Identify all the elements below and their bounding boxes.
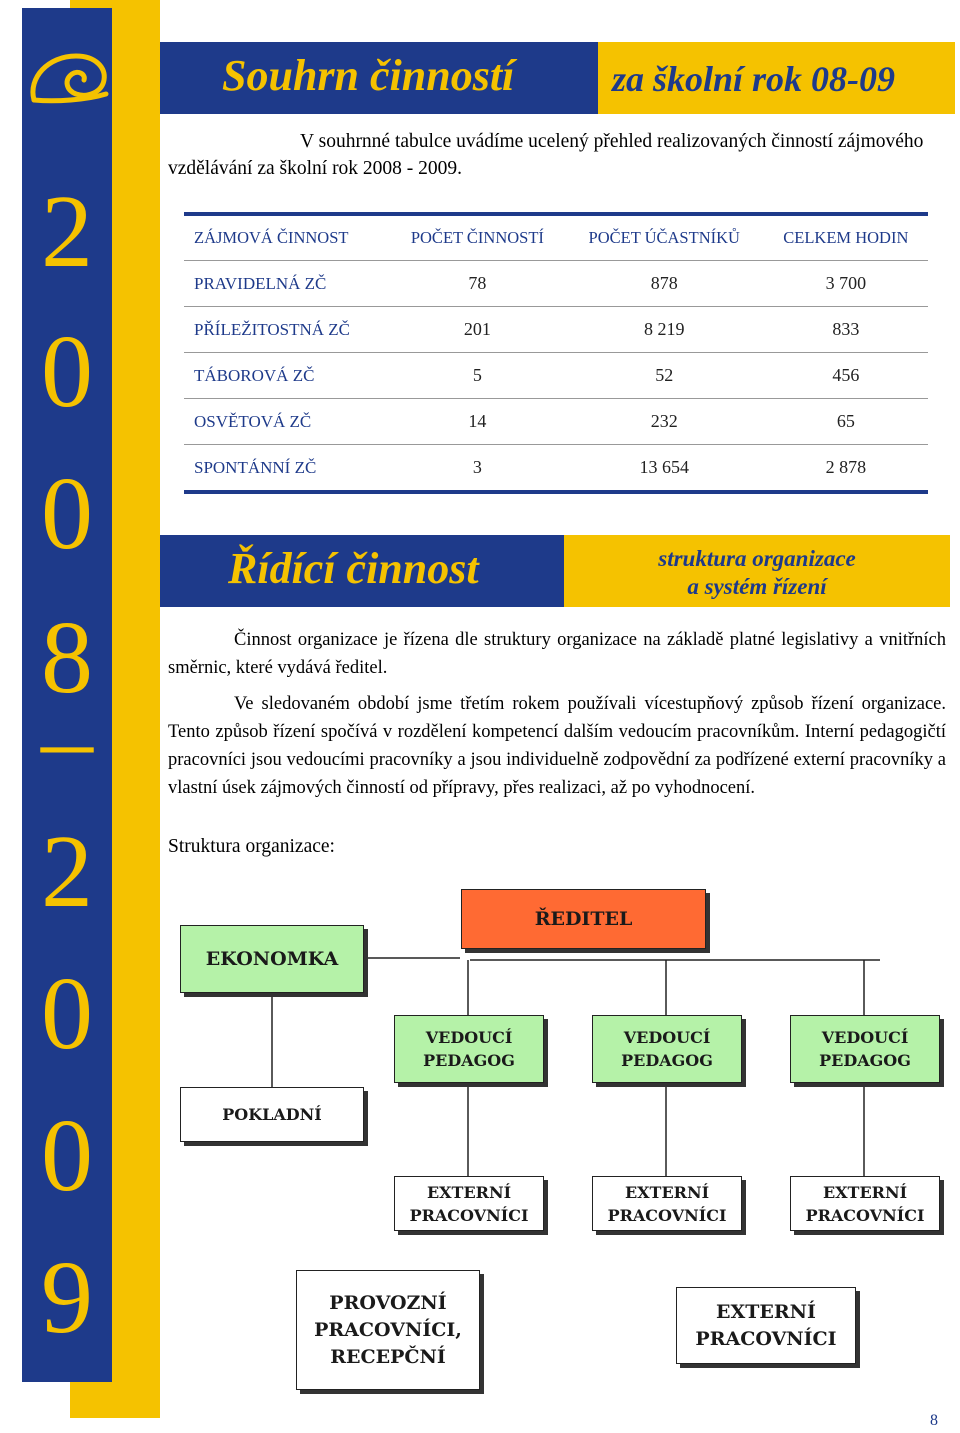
org-box-label: POKLADNÍ <box>222 1105 322 1124</box>
table-cell: 201 <box>390 307 565 353</box>
org-box-economist <box>180 925 364 993</box>
year-digit: 0 <box>41 314 93 429</box>
org-box-label: EXTERNÍ PRACOVNÍCI <box>695 1300 837 1350</box>
org-box-label: ŘEDITEL <box>534 908 633 930</box>
table-cell: 52 <box>565 353 764 399</box>
body-paragraph: Ve sledovaném období jsme třetím rokem používali vícestupňový způsob řízení organizace. Tento způsob řízení spočívá v rozdělení kompetencí dalším vedoucím pracovníkům. Interní pedagogičtí pracovníci jsou vedoucími pracovníky a jsou individuelně zodpovědní za podřízené externí pracovníky a vlastní úsek zájmových činností od přípravy, přes realizaci, až po vyhodnocení. <box>168 694 946 798</box>
year-digit: 2 <box>41 814 93 929</box>
year-digit: 9 <box>41 1240 93 1355</box>
page-number: 8 <box>930 1412 938 1429</box>
table-cell: 833 <box>764 307 928 353</box>
table-cell: 2 878 <box>825 457 867 477</box>
table-cell: OSVĚTOVÁ ZČ <box>184 399 390 445</box>
table-cell: 8 219 <box>565 307 764 353</box>
column-header: CELKEM HODIN <box>764 214 928 261</box>
table-cell: PŘÍLEŽITOSTNÁ ZČ <box>184 307 390 353</box>
year-dash: – <box>41 682 93 797</box>
year-digit: 8 <box>41 600 93 715</box>
page-subtitle: za školní rok 08-09 <box>612 59 896 99</box>
org-box-external-staff <box>592 1176 742 1231</box>
org-box-label: EXTERNÍ PRACOVNÍCI <box>805 1182 925 1225</box>
year-digit: 0 <box>41 956 93 1071</box>
structure-label: Struktura organizace: <box>168 836 335 857</box>
org-box-lead-teacher <box>592 1015 742 1083</box>
table-cell: SPONTÁNNÍ ZČ <box>194 457 317 477</box>
table-cell: 78 <box>390 261 565 307</box>
table-cell: 13 654 <box>639 457 689 477</box>
org-box-lead-teacher <box>394 1015 544 1083</box>
year-digit: 2 <box>41 174 93 289</box>
table-cell: 3 700 <box>764 261 928 307</box>
table-cell: 65 <box>764 399 928 445</box>
org-box-external-staff <box>676 1287 856 1364</box>
org-box-label: VEDOUCÍ PEDAGOG <box>423 1028 515 1070</box>
year-digit: 0 <box>41 1098 93 1213</box>
table-cell: 456 <box>764 353 928 399</box>
body-paragraph: Činnost organizace je řízena dle struktury organizace na základě platné legislativy a vnitřních směrnic, které vydává ředitel. <box>168 630 946 678</box>
table-cell: 232 <box>565 399 764 445</box>
table-cell: 14 <box>390 399 565 445</box>
org-box-lead-teacher <box>790 1015 940 1083</box>
org-box-label: EXTERNÍ PRACOVNÍCI <box>607 1182 727 1225</box>
org-box-external-staff <box>790 1176 940 1231</box>
org-box-operations-staff <box>296 1270 480 1390</box>
intro-text: V souhrnné tabulce uvádíme ucelený přehled realizovaných činností zájmového vzdělávání za školní rok 2008 - 2009. <box>168 131 924 179</box>
table-cell: 5 <box>390 353 565 399</box>
table-cell: PRAVIDELNÁ ZČ <box>184 261 390 307</box>
org-box-director <box>461 889 706 949</box>
org-box-cashier <box>180 1087 364 1142</box>
section-subtitle-line: a systém řízení <box>687 574 827 599</box>
table-cell: TÁBOROVÁ ZČ <box>184 353 390 399</box>
section-title: Řídící činnost <box>228 544 479 593</box>
section-subtitle-line: struktura organizace <box>658 546 856 571</box>
org-box-label: EKONOMKA <box>205 948 339 970</box>
table-cell: 878 <box>565 261 764 307</box>
column-header: POČET ÚČASTNÍKŮ <box>565 214 764 261</box>
year-digit: 0 <box>41 456 93 571</box>
org-box-label: VEDOUCÍ PEDAGOG <box>621 1028 713 1070</box>
org-box-label: PROVOZNÍ PRACOVNÍCI, RECEPČNÍ <box>314 1291 462 1368</box>
column-header: ZÁJMOVÁ ČINNOST <box>184 214 390 261</box>
org-box-external-staff <box>394 1176 544 1231</box>
org-box-label: VEDOUCÍ PEDAGOG <box>819 1028 911 1070</box>
column-header: POČET ČINNOSTÍ <box>390 214 565 261</box>
page-title: Souhrn činností <box>222 51 515 100</box>
org-box-label: EXTERNÍ PRACOVNÍCI <box>409 1182 529 1225</box>
table-cell: 3 <box>472 457 482 477</box>
